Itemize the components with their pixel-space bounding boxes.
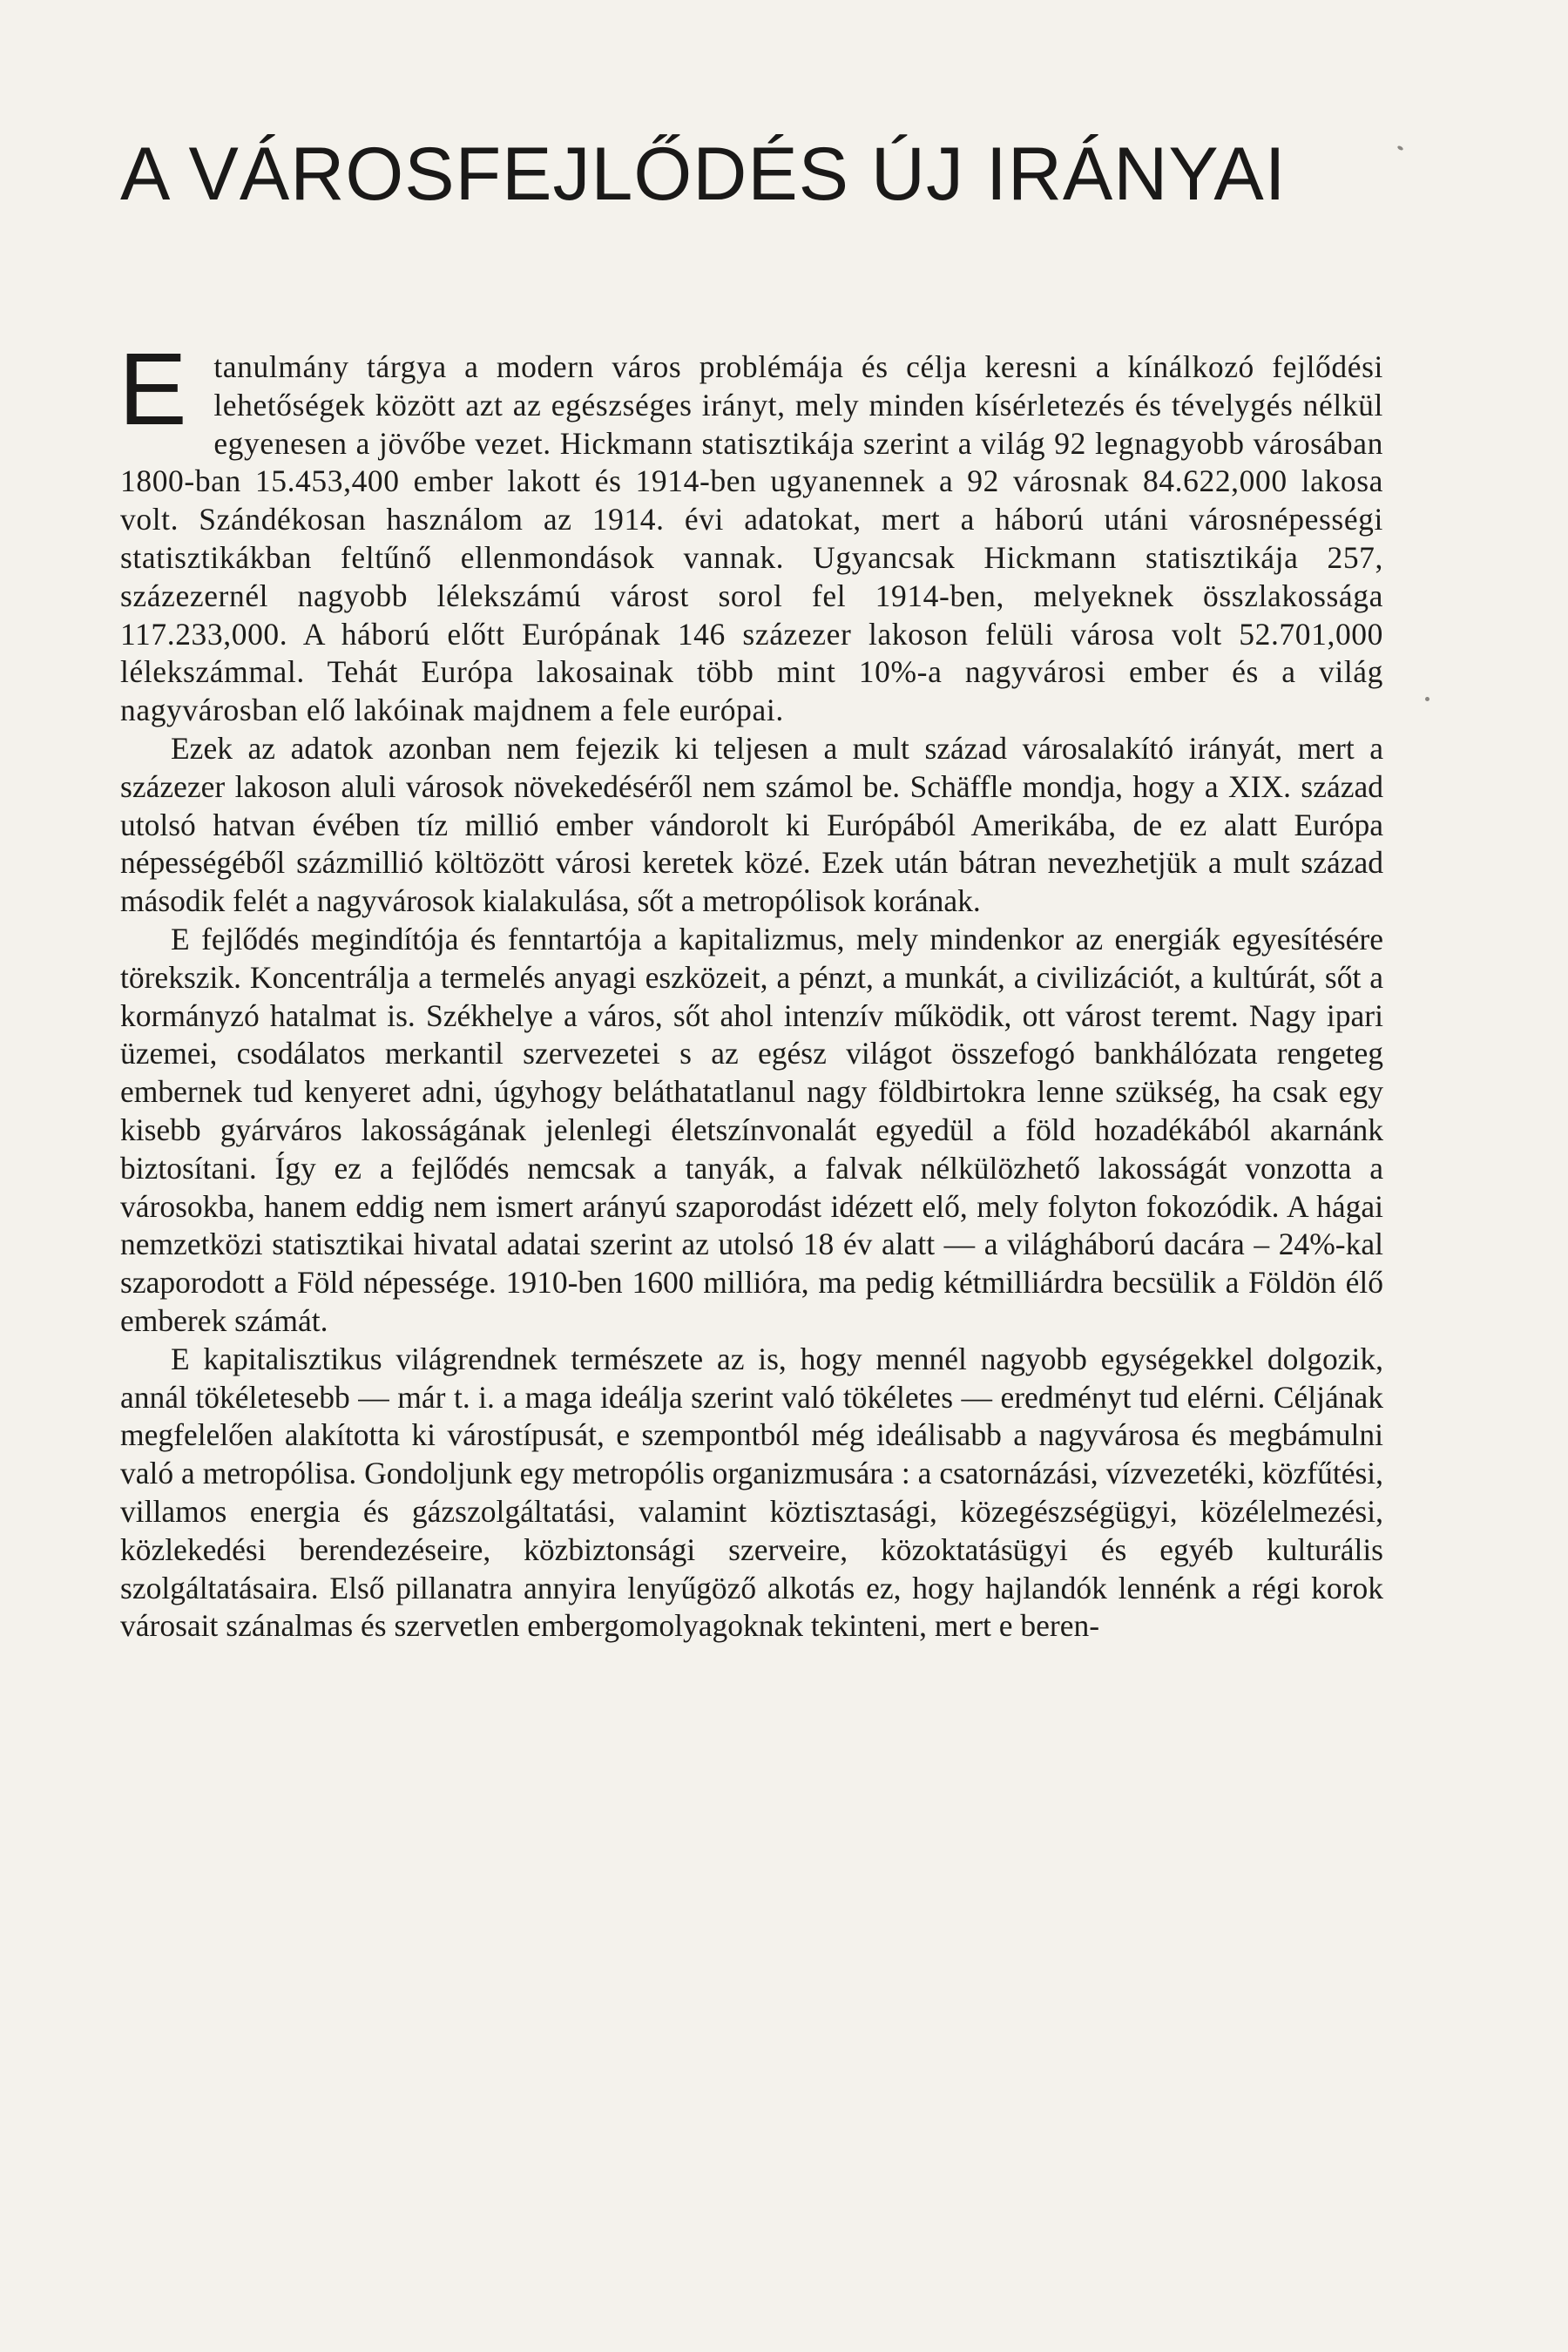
drop-cap: E bbox=[118, 332, 188, 447]
page-title: A VÁROSFEJLŐDÉS ÚJ IRÁNYAI bbox=[120, 132, 1287, 216]
paragraph-1-text: tanulmány tárgya a modern város problémája és célja keresni a kínálkozó fejlődési lehetőségek között azt az egészséges irányt, mely minden kísérletezés és tévelygés nélkül egyenesen a jövőbe vezet. Hickmann statisztikája szerint a világ 92 legnagyobb városában 1800-ban 15.453,400 ember lakott és 1914-ben ugyanennek a 92 városnak 84.622,000 lakosa volt. Szándékosan használom az 1914. évi adatokat, mert a háború utáni városnépességi statisztikákban feltűnő ellenmondások vannak. Ugyancsak Hickmann statisztikája 257, százezernél nagyobb lélekszámú várost sorol fel 1914-ben, melyeknek összlakossága 117.233,000. A háború előtt Európának 146 százezer lakoson felüli városa volt 52.701,000 lélekszámmal. Tehát Európa lakosainak több mint 10%-a nagyvárosi ember és a világ nagyvárosban elő lakóinak majdnem a fele európai. bbox=[120, 349, 1383, 728]
paper-speck bbox=[1425, 697, 1429, 701]
paragraph-2: Ezek az adatok azonban nem fejezik ki teljesen a mult század városalakító irányát, mert a százezer lakoson aluli városok növekedéséről nem számol be. Schäffle mondja, hogy a XIX. század utolsó hatvan évében tíz millió ember vándorolt ki Európából Amerikába, de ez alatt Európa népességéből százmillió költözött városi keretek közé. Ezek után bátran nevezhetjük a mult század második felét a nagyvárosok kialakulása, sőt a metropólisok korának. bbox=[120, 730, 1383, 919]
body-text bbox=[118, 332, 1383, 1646]
paragraph-3: E fejlődés megindítója és fenntartója a kapitalizmus, mely mindenkor az energiák egyesítésére törekszik. Koncentrálja a termelés anyagi eszközeit, a pénzt, a munkát, a civilizációt, a kultúrát, sőt a kormányzó hatalmat is. Székhelye a város, sőt ahol intenzív működik, ott várost teremt. Nagy ipari üzemei, csodálatos merkantil szervezetei s az egész világot összefogó bankhálózata rengeteg embernek tud kenyeret adni, úgyhogy beláthatatlanul nagy földbirtokra lenne szükség, ha csak egy kisebb gyárváros lakosságának jelenlegi életszínvonalát egyedül a föld hozadékából akarnánk biztosítani. Így ez a fejlődés nemcsak a tanyák, a falvak nélkülözhető lakosságát vonzotta a városokba, hanem eddig nem ismert arányú szaporodást idézett elő, mely folyton fokozódik. A hágai nemzetközi statisztikai hivatal adatai szerint az utolsó 18 év alatt — a világháború dacára – 24%-kal szaporodott a Föld népessége. 1910-ben 1600 millióra, ma pedig kétmilliárdra becsülik a Földön élő emberek számát. bbox=[120, 921, 1383, 1338]
paragraph-4: E kapitalisztikus világrendnek természete az is, hogy mennél nagyobb egységekkel dolgozik, annál tökéletesebb — már t. i. a maga ideálja szerint való tökéletes — eredményt tud elérni. Céljának megfelelően alakította ki várostípusát, e szempontból még ideálisabb a nagyvárosa és megbámulni való a metropólisa. Gondoljunk egy metropólis organizmusára : a csatornázási, vízvezetéki, közfűtési, villamos energia és gázszolgáltatási, valamint köztisztasági, közegészségügyi, közélelmezési, közlekedési berendezéseire, közbiztonsági szerveire, közoktatásügyi és egyéb kulturális szolgáltatásaira. Első pillanatra annyira lenyűgöző alkotás ez, hogy hajlandók lennénk a régi korok városait szánalmas és szervetlen embergomolyagoknak tekinteni, mert e beren- bbox=[120, 1341, 1383, 1644]
paragraph-1 bbox=[118, 332, 1383, 730]
paper-speck bbox=[1396, 145, 1403, 152]
